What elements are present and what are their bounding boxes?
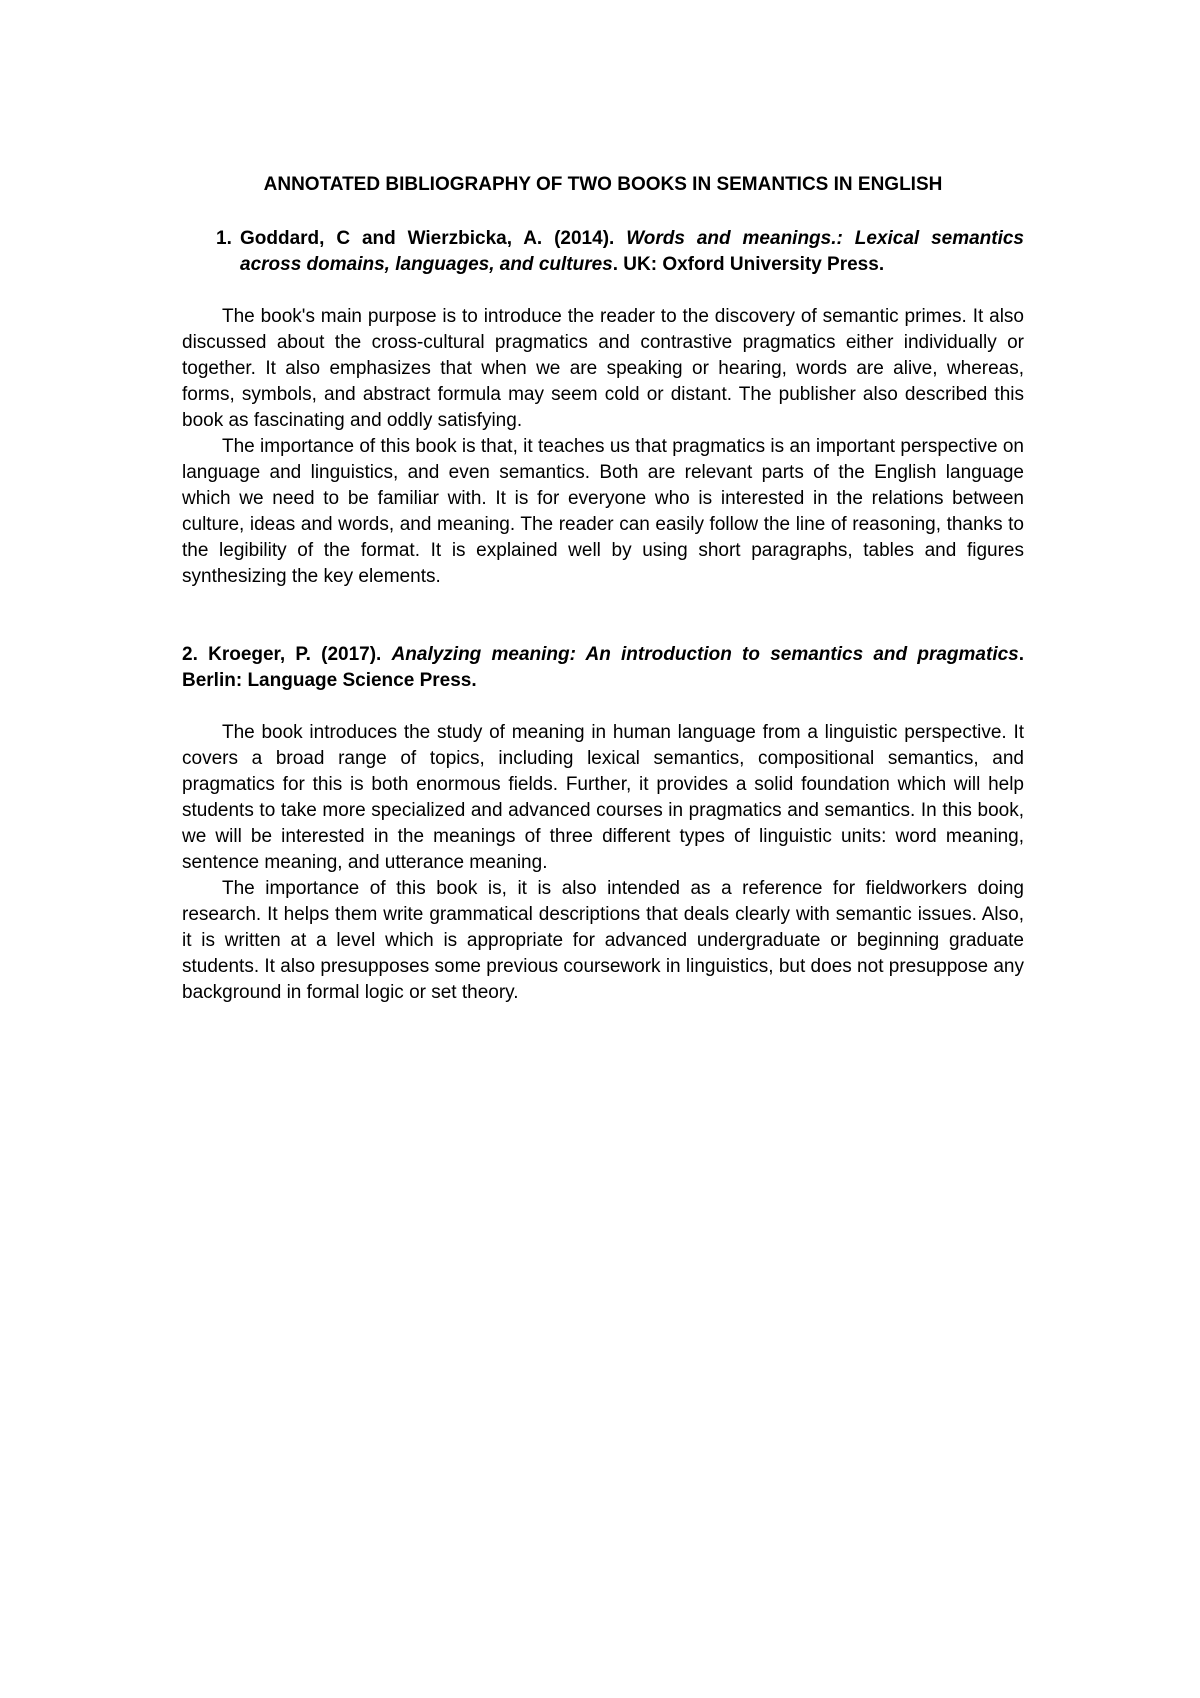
entry-2-number: 2. [182, 644, 198, 665]
entry-1-publisher: . UK: Oxford University Press. [612, 254, 885, 275]
entry-2-citation [182, 642, 1024, 694]
entry-2-paragraph-2: The importance of this book is, it is also intended as a reference for fieldworkers doing research. It helps them write grammatical descriptions that deals clearly with semantic issues. Also, it is written at a level which is appropriate for advanced undergraduate or beginning graduate students. It also presupposes some previous coursework in linguistics, but does not presuppose any background in formal logic or set theory. [182, 878, 1024, 1003]
document-page [182, 172, 1024, 1006]
entry-1-citation-text [240, 226, 1024, 278]
entry-2-book-title: Analyzing meaning: An introduction to semantics and pragmatics [391, 644, 1019, 665]
entry-1-book-title: Words and meanings.: Lexical semantics across domains, languages, and cultures [240, 228, 1025, 275]
bibliography-entry-1 [182, 226, 1024, 590]
entry-2-authors: Kroeger, P. (2017). [208, 644, 382, 665]
entry-1-number: 1. [216, 228, 232, 249]
entry-1-paragraph-2: The importance of this book is that, it teaches us that pragmatics is an important perspective on language and linguistics, and even semantics. Both are relevant parts of the English language which we need to be familiar with. It is for everyone who is interested in the relations between culture, ideas and words, and meaning. The reader can easily follow the line of reasoning, thanks to the legibility of the format. It is explained well by using short paragraphs, tables and figures synthesizing the key elements. [182, 436, 1024, 587]
entry-1-paragraph-1: The book's main purpose is to introduce the reader to the discovery of semantic primes. It also discussed about the cross-cultural pragmatics and contrastive pragmatics either individually or together. It also emphasizes that when we are speaking or hearing, words are alive, whereas, forms, symbols, and abstract formula may seem cold or distant. The publisher also described this book as fascinating and oddly satisfying. [182, 306, 1024, 431]
bibliography-entry-2 [182, 642, 1024, 1006]
entry-2-publisher: . Berlin: Language Science Press. [182, 644, 1025, 691]
entry-2-paragraph-1: The book introduces the study of meaning in human language from a linguistic perspective. It covers a broad range of topics, including lexical semantics, compositional semantics, and pragmatics for this is both enormous fields. Further, it provides a solid foundation which will help students to take more specialized and advanced courses in pragmatics and semantics. In this book, we will be interested in the meanings of three different types of linguistic units: word meaning, sentence meaning, and utterance meaning. [182, 722, 1024, 873]
entry-1-citation [182, 226, 1024, 278]
entry-1-authors: Goddard, C and Wierzbicka, A. (2014). [240, 228, 615, 249]
document-title: ANNOTATED BIBLIOGRAPHY OF TWO BOOKS IN SEMANTICS IN ENGLISH [263, 174, 943, 195]
